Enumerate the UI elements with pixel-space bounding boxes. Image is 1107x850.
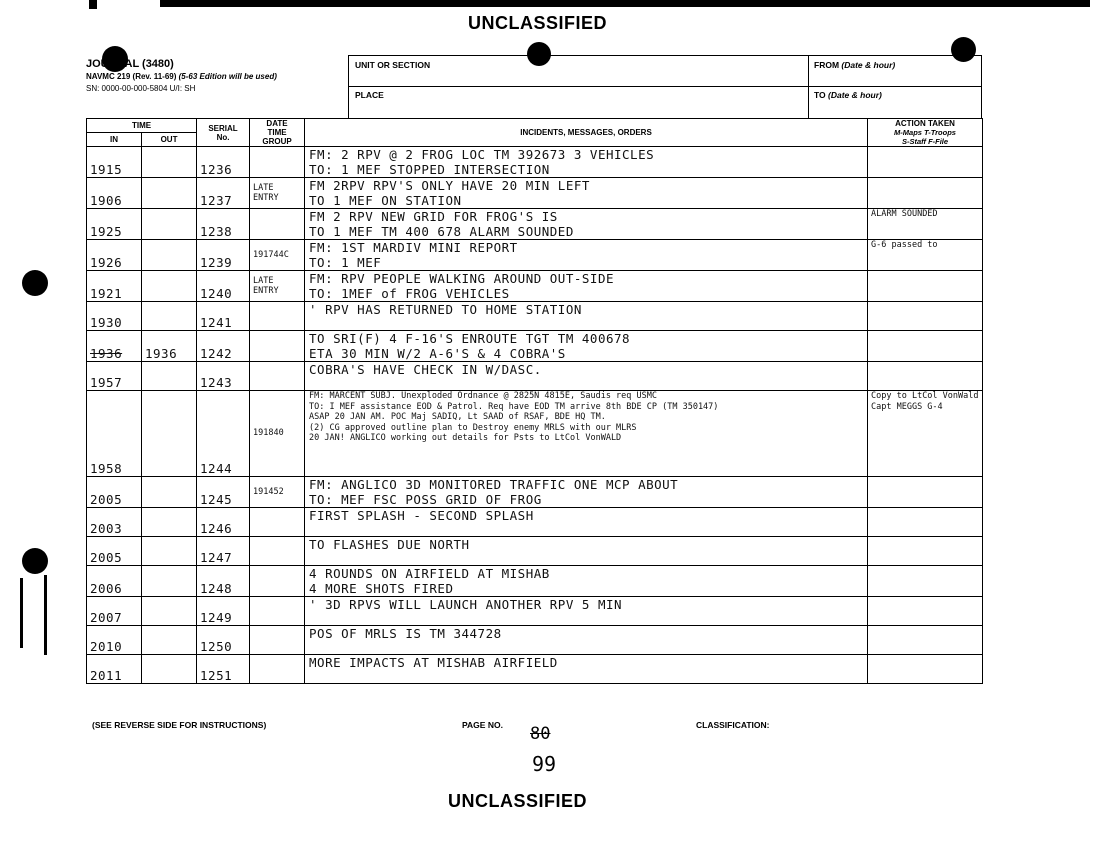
- message-line: FIRST SPLASH - SECOND SPLASH: [309, 508, 534, 523]
- message-line: FM: 1ST MARDIV MINI REPORT: [309, 240, 518, 255]
- time-in-cell: 2006: [87, 566, 142, 597]
- time-header: TIME: [87, 119, 197, 133]
- message-line: TO 1 MEF TM 400 678 ALARM SOUNDED: [309, 224, 574, 239]
- message-line: FM: RPV PEOPLE WALKING AROUND OUT-SIDE: [309, 271, 614, 286]
- message-line: TO FLASHES DUE NORTH: [309, 537, 470, 552]
- time-in-cell: 1930: [87, 302, 142, 331]
- serial-cell: 1244: [197, 391, 250, 477]
- dtg-cell: 191452: [250, 477, 305, 508]
- time-in-cell: 2007: [87, 597, 142, 626]
- header-divider: [808, 55, 809, 118]
- time-in-cell: 2003: [87, 508, 142, 537]
- message-cell: [305, 477, 868, 508]
- serial-cell: 1242: [197, 331, 250, 362]
- journal-table: [86, 118, 983, 684]
- message-cell: [305, 566, 868, 597]
- time-in-cell: 1925: [87, 209, 142, 240]
- message-line: (2) CG approved outline plan to Destroy enemy MRLS with our MLRS: [309, 422, 637, 433]
- dtg-cell: [250, 331, 305, 362]
- message-cell: [305, 655, 868, 684]
- serial-cell: 1247: [197, 537, 250, 566]
- time-out-cell: [142, 147, 197, 178]
- dtg-cell: [250, 626, 305, 655]
- page-number-struck: 80: [530, 724, 551, 744]
- message-cell: [305, 362, 868, 391]
- form-stock-number: SN: 0000-00-000-5804 U/I: SH: [86, 84, 196, 93]
- message-line: ASAP 20 JAN AM. POC Maj SADIQ, Lt SAAD of RSAF, BDE HQ TM.: [309, 412, 606, 422]
- time-in-cell: 2010: [87, 626, 142, 655]
- message-line: 20 JAN! ANGLICO working out details for Psts to LtCol VonWALD: [309, 433, 622, 443]
- journal-entry-row: [87, 566, 983, 597]
- journal-entry-row: [87, 477, 983, 508]
- action-cell: [868, 597, 983, 626]
- serial-cell: 1245: [197, 477, 250, 508]
- time-out-cell: [142, 391, 197, 477]
- classification-label: CLASSIFICATION:: [696, 720, 770, 730]
- message-line: TO SRI(F) 4 F-16'S ENROUTE TGT TM 400678: [309, 331, 631, 346]
- page-no-label: PAGE NO.: [462, 720, 503, 730]
- action-cell: ALARM SOUNDED: [868, 209, 983, 240]
- corner-mark: [89, 0, 97, 9]
- time-in-cell: 1921: [87, 271, 142, 302]
- time-out-cell: [142, 655, 197, 684]
- message-cell: [305, 597, 868, 626]
- message-line: ETA 30 MIN W/2 A-6'S & 4 COBRA'S: [309, 346, 566, 361]
- action-cell: [868, 508, 983, 537]
- time-in-cell: 1926: [87, 240, 142, 271]
- form-title: JOURNAL (3480): [86, 58, 174, 70]
- journal-entry-row: [87, 271, 983, 302]
- dtg-cell: [250, 508, 305, 537]
- place-label: PLACE: [355, 90, 384, 100]
- serial-cell: 1239: [197, 240, 250, 271]
- time-in-cell: 2005: [87, 537, 142, 566]
- time-in-cell: 1915: [87, 147, 142, 178]
- journal-entry-row: [87, 508, 983, 537]
- message-line: TO 1 MEF ON STATION: [309, 193, 462, 208]
- message-line: TO: I MEF assistance EOD & Patrol. Req have EOD TM arrive 8th BDE CP (TM 350147): [309, 401, 719, 412]
- action-cell: [868, 331, 983, 362]
- action-cell: [868, 271, 983, 302]
- message-cell: [305, 178, 868, 209]
- dtg-cell: 191840: [250, 391, 305, 477]
- time-out-cell: [142, 477, 197, 508]
- action-cell: [868, 362, 983, 391]
- dtg-cell: [250, 597, 305, 626]
- margin-mark: [20, 578, 23, 648]
- message-cell: [305, 331, 868, 362]
- time-out-cell: [142, 508, 197, 537]
- action-cell: [868, 626, 983, 655]
- message-line: FM 2RPV RPV'S ONLY HAVE 20 MIN LEFT: [309, 178, 590, 193]
- message-line: COBRA'S HAVE CHECK IN W/DASC.: [309, 362, 542, 377]
- time-out-cell: 1936: [142, 331, 197, 362]
- action-cell: [868, 147, 983, 178]
- time-in-cell: 1936: [87, 331, 142, 362]
- dtg-cell: [250, 655, 305, 684]
- punch-hole: [22, 270, 48, 296]
- journal-entry-row: [87, 655, 983, 684]
- message-cell: [305, 537, 868, 566]
- message-cell: [305, 391, 868, 477]
- message-line: MORE IMPACTS AT MISHAB AIRFIELD: [309, 655, 558, 670]
- dtg-cell: 191744C: [250, 240, 305, 271]
- time-out-cell: [142, 537, 197, 566]
- message-line: FM: ANGLICO 3D MONITORED TRAFFIC ONE MCP ABOUT: [309, 477, 679, 492]
- message-line: POS OF MRLS IS TM 344728: [309, 626, 502, 641]
- serial-cell: 1251: [197, 655, 250, 684]
- message-cell: [305, 302, 868, 331]
- time-in-cell: 1958: [87, 391, 142, 477]
- message-line: TO: 1 MEF: [309, 255, 382, 270]
- journal-entry-row: [87, 240, 983, 271]
- action-cell: G-6 passed to: [868, 240, 983, 271]
- journal-entry-row: [87, 178, 983, 209]
- message-line: FM: 2 RPV @ 2 FROG LOC TM 392673 3 VEHICLES: [309, 147, 655, 162]
- to-label: TO (Date & hour): [814, 90, 882, 100]
- journal-entry-row: [87, 391, 983, 477]
- journal-entry-row: [87, 362, 983, 391]
- serial-cell: 1237: [197, 178, 250, 209]
- message-line: ' RPV HAS RETURNED TO HOME STATION: [309, 302, 582, 317]
- dtg-cell: [250, 566, 305, 597]
- time-out-cell: [142, 271, 197, 302]
- time-out-cell: [142, 302, 197, 331]
- journal-body: [87, 147, 983, 684]
- serial-cell: 1243: [197, 362, 250, 391]
- message-line: 4 MORE SHOTS FIRED: [309, 581, 454, 596]
- serial-cell: 1236: [197, 147, 250, 178]
- action-cell: [868, 178, 983, 209]
- dtg-cell: [250, 537, 305, 566]
- top-border-bar: [160, 0, 1090, 7]
- serial-cell: 1246: [197, 508, 250, 537]
- journal-entry-row: [87, 209, 983, 240]
- header-divider: [348, 86, 981, 87]
- message-cell: [305, 508, 868, 537]
- classification-top: UNCLASSIFIED: [468, 13, 608, 33]
- message-line: TO: 1 MEF STOPPED INTERSECTION: [309, 162, 550, 177]
- action-cell: [868, 477, 983, 508]
- time-out-cell: [142, 240, 197, 271]
- serial-cell: 1248: [197, 566, 250, 597]
- dtg-cell: LATE ENTRY: [250, 178, 305, 209]
- page-number: 99: [532, 752, 557, 776]
- serial-header: SERIAL No.: [197, 119, 250, 147]
- action-cell: [868, 566, 983, 597]
- serial-cell: 1249: [197, 597, 250, 626]
- serial-cell: 1250: [197, 626, 250, 655]
- time-in-cell: 1906: [87, 178, 142, 209]
- reverse-note: (SEE REVERSE SIDE FOR INSTRUCTIONS): [92, 720, 267, 730]
- message-line: FM 2 RPV NEW GRID FOR FROG'S IS: [309, 209, 558, 224]
- serial-cell: 1238: [197, 209, 250, 240]
- time-in-cell: 2011: [87, 655, 142, 684]
- journal-entry-row: [87, 597, 983, 626]
- dtg-cell: [250, 302, 305, 331]
- action-cell: Copy to LtCol VonWald Capt MEGGS G-4: [868, 391, 983, 477]
- message-line: TO: 1MEF of FROG VEHICLES: [309, 286, 510, 301]
- time-out-cell: [142, 626, 197, 655]
- message-line: 4 ROUNDS ON AIRFIELD AT MISHAB: [309, 566, 550, 581]
- journal-entry-row: [87, 302, 983, 331]
- message-cell: [305, 240, 868, 271]
- classification-bottom: UNCLASSIFIED: [448, 791, 588, 811]
- serial-cell: 1241: [197, 302, 250, 331]
- time-out-cell: [142, 566, 197, 597]
- punch-hole: [22, 548, 48, 574]
- message-line: ' 3D RPVS WILL LAUNCH ANOTHER RPV 5 MIN: [309, 597, 623, 612]
- message-cell: [305, 209, 868, 240]
- time-out-cell: [142, 209, 197, 240]
- journal-entry-row: [87, 626, 983, 655]
- action-cell: [868, 537, 983, 566]
- dtg-cell: [250, 362, 305, 391]
- action-header: ACTION TAKEN M-Maps T-Troops S-Staff F-File: [868, 119, 983, 147]
- dtg-header: DATE TIME GROUP: [250, 119, 305, 147]
- margin-mark: [44, 575, 47, 655]
- dtg-cell: LATE ENTRY: [250, 271, 305, 302]
- time-in-header: IN: [87, 133, 142, 147]
- journal-entry-row: [87, 537, 983, 566]
- message-line: TO: MEF FSC POSS GRID OF FROG: [309, 492, 542, 507]
- serial-cell: 1240: [197, 271, 250, 302]
- incidents-header: INCIDENTS, MESSAGES, ORDERS: [305, 119, 868, 147]
- message-cell: [305, 626, 868, 655]
- dtg-cell: [250, 209, 305, 240]
- time-out-cell: [142, 178, 197, 209]
- time-in-cell: 1957: [87, 362, 142, 391]
- message-cell: [305, 147, 868, 178]
- action-cell: [868, 302, 983, 331]
- time-out-cell: [142, 362, 197, 391]
- journal-entry-row: [87, 147, 983, 178]
- journal-entry-row: [87, 331, 983, 362]
- unit-label: UNIT OR SECTION: [355, 60, 431, 70]
- message-line: FM: MARCENT SUBJ. Unexploded Ordnance @ 2825N 4815E, Saudis req USMC: [309, 391, 658, 401]
- time-in-cell: 2005: [87, 477, 142, 508]
- dtg-cell: [250, 147, 305, 178]
- time-out-cell: [142, 597, 197, 626]
- time-out-header: OUT: [142, 133, 197, 147]
- action-cell: [868, 655, 983, 684]
- from-label: FROM (Date & hour): [814, 60, 896, 70]
- message-cell: [305, 271, 868, 302]
- form-number: NAVMC 219 (Rev. 11-69) (5-63 Edition will be used): [86, 72, 277, 81]
